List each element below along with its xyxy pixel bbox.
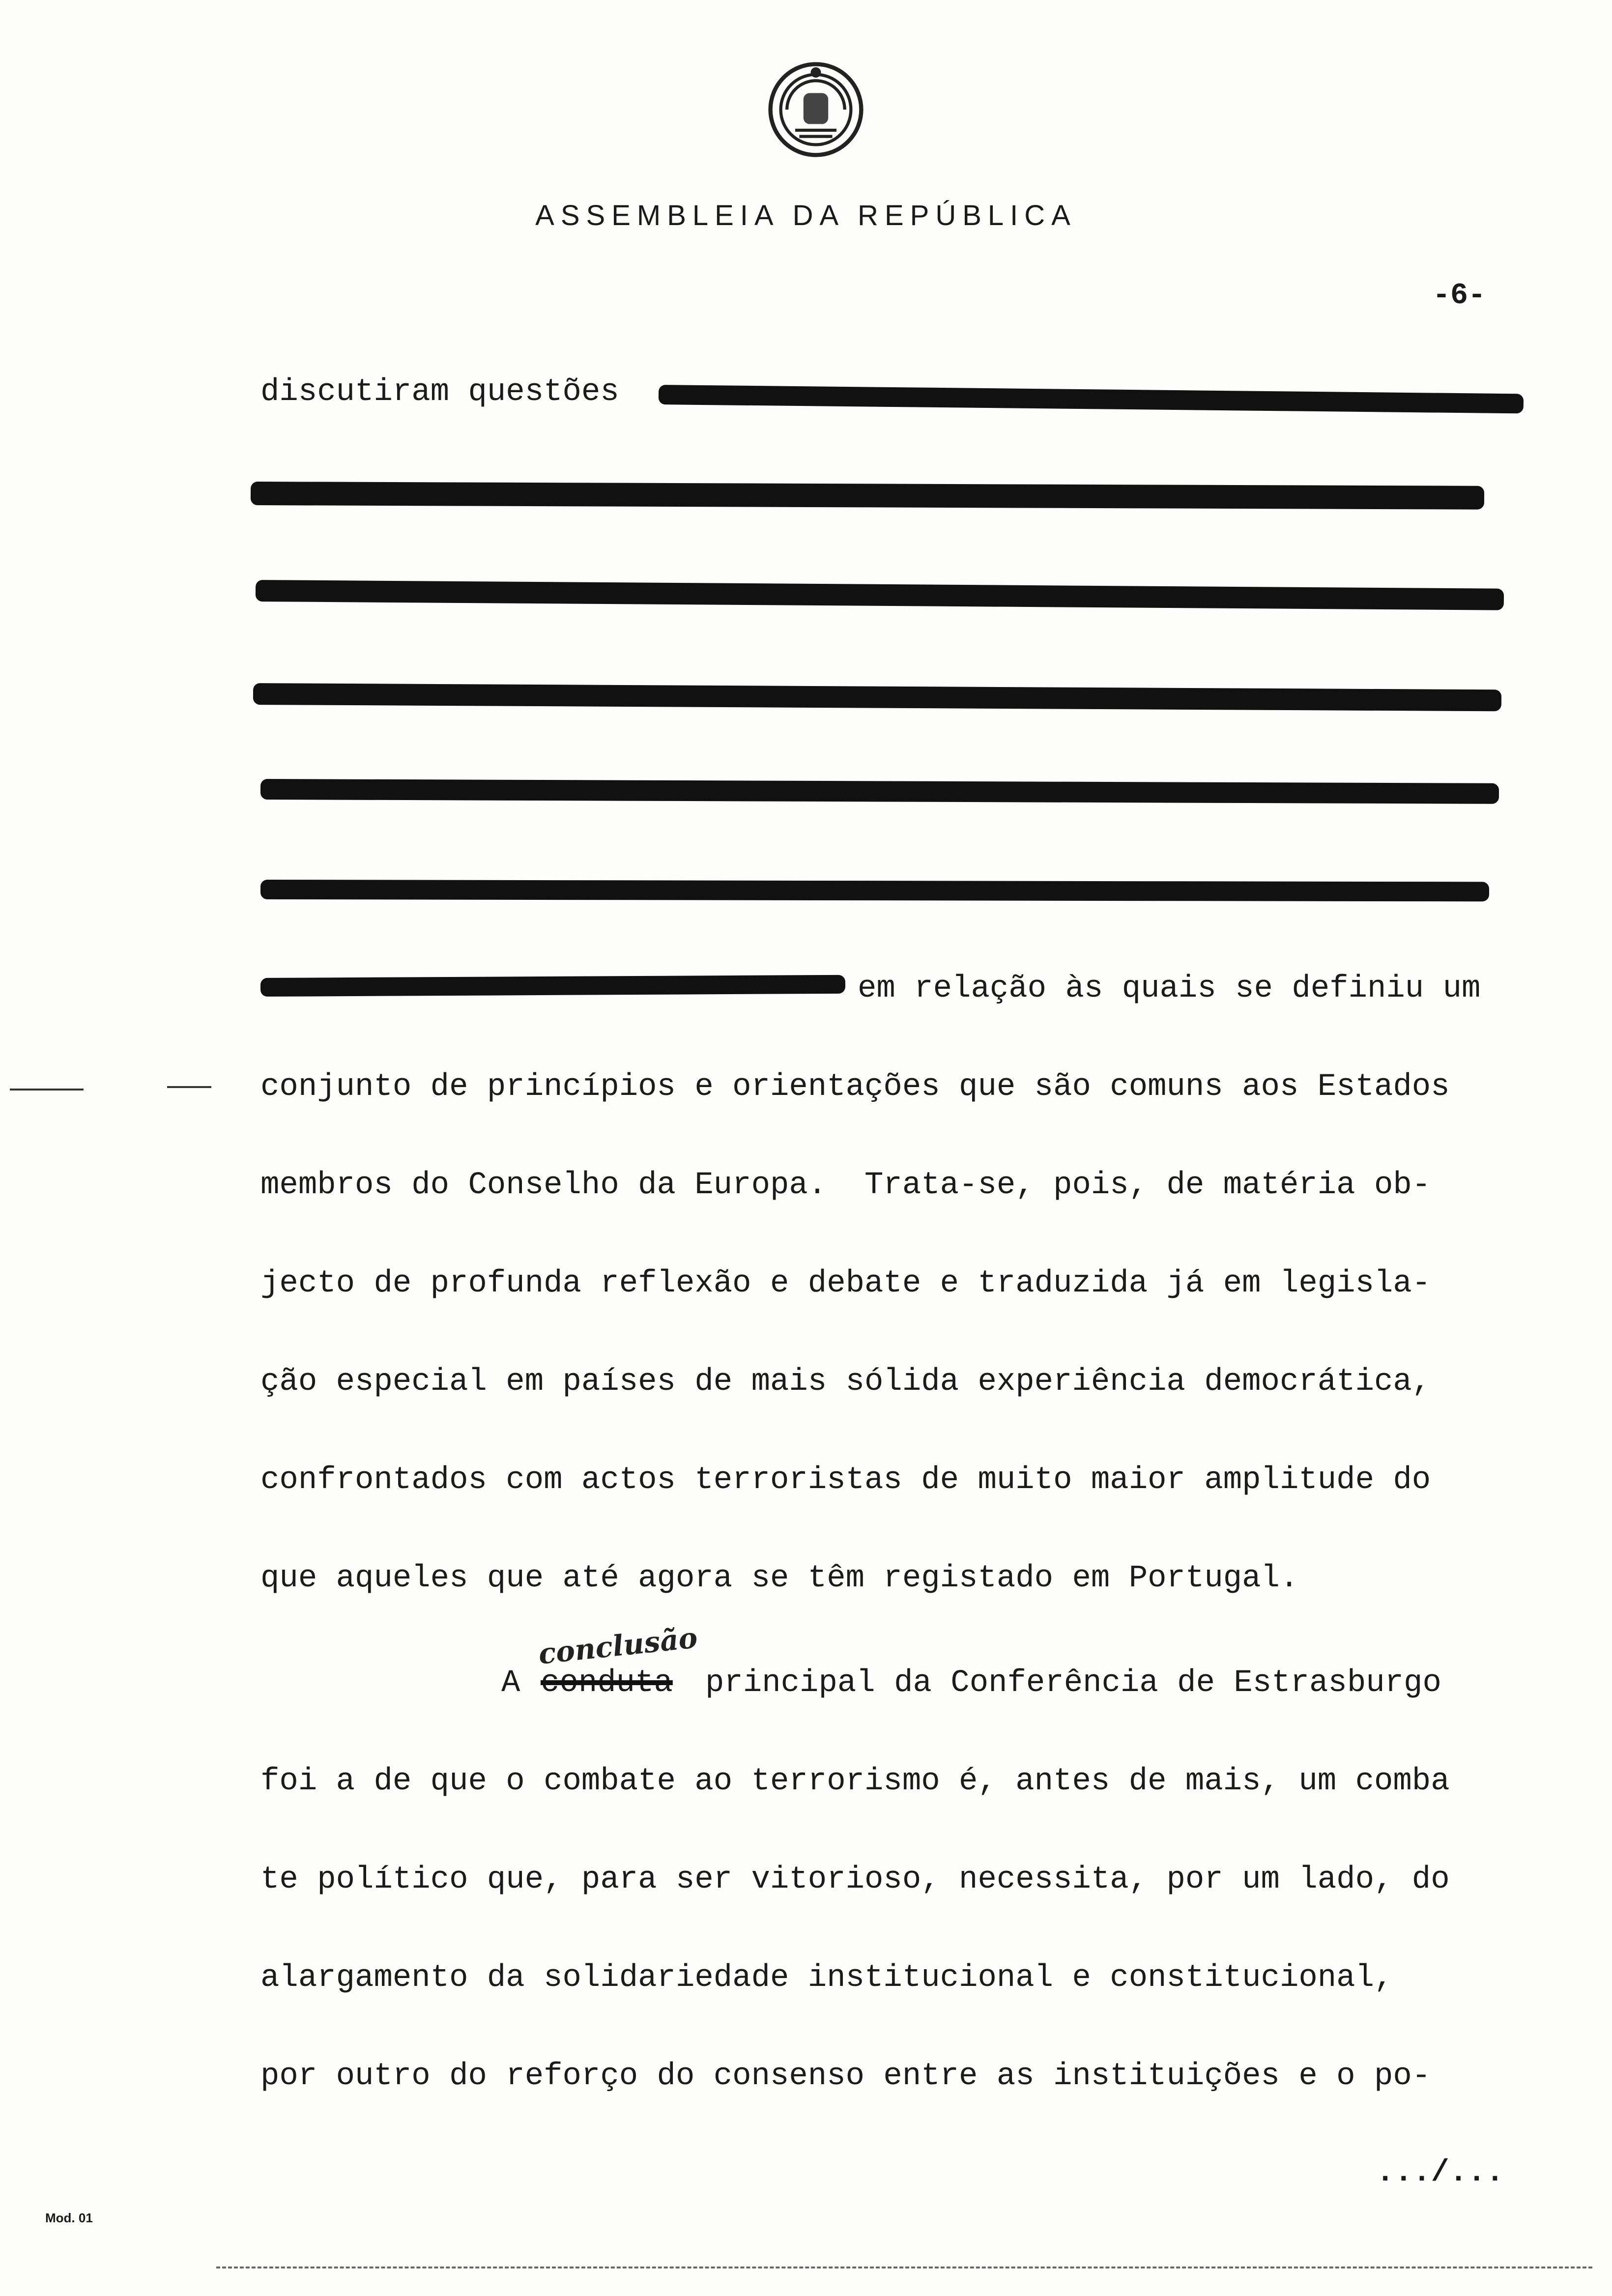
redaction-bar-4 <box>253 683 1501 711</box>
body-line-17: alargamento da solidariedade institucional e constitucional, <box>260 1960 1393 1996</box>
body-line-12: confrontados com actos terroristas de muito maior amplitude do <box>260 1463 1431 1498</box>
form-code: Mod. 01 <box>45 2210 93 2225</box>
redaction-bar-2 <box>251 482 1484 510</box>
handwritten-correction: conclusão <box>537 1621 699 1671</box>
body-line-16: te político que, para ser vitorioso, necessita, por um lado, do <box>260 1862 1450 1897</box>
margin-mark <box>167 1086 211 1088</box>
body-line-1: discutiram questões <box>260 374 619 410</box>
page-bottom-edge <box>216 2267 1592 2268</box>
body-line-10: jecto de profunda reflexão e debate e traduzida já em legisla- <box>260 1266 1431 1301</box>
redaction-bar-6 <box>260 880 1489 901</box>
body-line-11: ção especial em países de mais sólida experiência democrática, <box>260 1364 1431 1400</box>
redaction-bar-5 <box>260 779 1499 804</box>
struck-word: conduta <box>541 1665 673 1701</box>
body-line-7: em relação às quais se definiu um <box>858 971 1481 1006</box>
page-number: -6- <box>1433 279 1486 313</box>
margin-mark <box>10 1089 84 1091</box>
republic-seal-icon <box>764 58 867 161</box>
redaction-bar-1 <box>659 385 1524 413</box>
continuation-marker: .../... <box>1376 2155 1504 2190</box>
institution-header: ASSEMBLEIA DA REPÚBLICA <box>535 200 1077 231</box>
redaction-bar-3 <box>256 580 1504 610</box>
body-line-14-start: A <box>501 1665 520 1701</box>
body-line-14-rest: principal da Conferência de Estrasburgo <box>705 1665 1441 1701</box>
body-line-9: membros do Conselho da Europa. Trata-se, pois, de matéria ob- <box>260 1168 1431 1203</box>
body-line-13: que aqueles que até agora se têm registado em Portugal. <box>260 1561 1299 1596</box>
body-line-8: conjunto de princípios e orientações que são comuns aos Estados <box>260 1069 1450 1105</box>
body-line-18: por outro do reforço do consenso entre as instituições e o po- <box>260 2059 1431 2094</box>
redaction-bar-7 <box>260 975 845 997</box>
body-line-15: foi a de que o combate ao terrorismo é, antes de mais, um comba <box>260 1764 1450 1799</box>
